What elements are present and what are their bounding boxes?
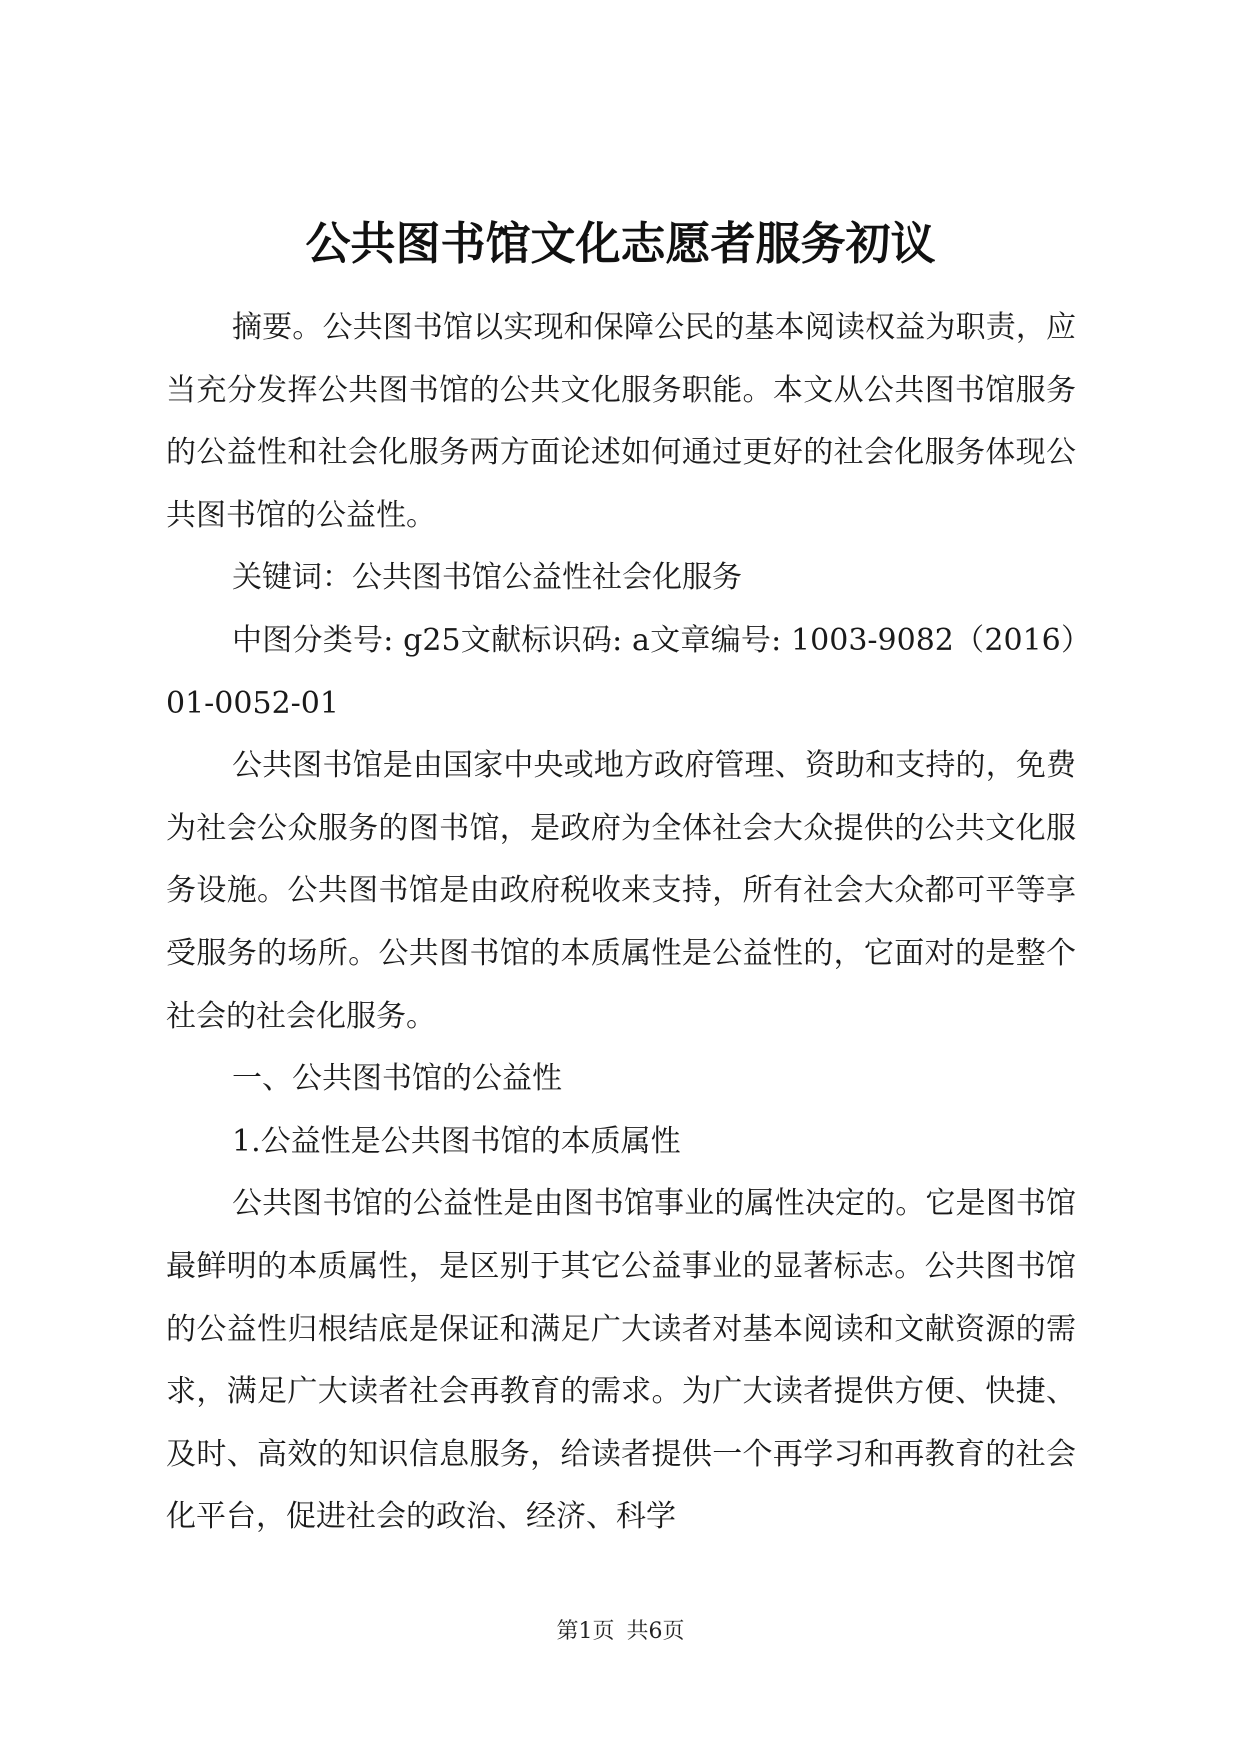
page-total: 共6页 bbox=[626, 1619, 685, 1644]
abstract-paragraph: 摘要。公共图书馆以实现和保障公民的基本阅读权益为职责，应当充分发挥公共图书馆的公共文化服务职能。本文从公共图书馆服务的公益性和社会化服务两方面论述如何通过更好的社会化服务体现公共图书馆的公益性。 bbox=[166, 310, 1076, 533]
intro-paragraph: 公共图书馆是由国家中央或地方政府管理、资助和支持的，免费为社会公众服务的图书馆，是政府为全体社会大众提供的公共文化服务设施。公共图书馆是由政府税收来支持，所有社会大众都可平等享受服务的场所。公共图书馆的本质属性是公益性的，它面对的是整个社会的社会化服务。 bbox=[166, 748, 1076, 1034]
body-paragraph: 公共图书馆的公益性是由图书馆事业的属性决定的。它是图书馆最鲜明的本质属性，是区别于其它公益事业的显著标志。公共图书馆的公益性归根结底是保证和满足广大读者对基本阅读和文献资源的需求，满足广大读者社会再教育的需求。为广大读者提供方便、快捷、及时、高效的知识信息服务，给读者提供一个再学习和再教育的社会化平台，促进社会的政治、经济、科学 bbox=[166, 1186, 1076, 1535]
classification-paragraph: 中图分类号: g25文献标识码: a文章编号: 1003-9082（2016）01-0052-01 bbox=[166, 622, 1076, 721]
keywords-paragraph: 关键词：公共图书馆公益性社会化服务 bbox=[232, 560, 742, 596]
document-title: 公共图书馆文化志愿者服务初议 bbox=[305, 217, 936, 270]
section-heading: 一、公共图书馆的公益性 bbox=[232, 1061, 562, 1097]
subsection-heading: 1.公益性是公共图书馆的本质属性 bbox=[232, 1123, 681, 1159]
page-footer bbox=[0, 1617, 1241, 1647]
page-number: 第1页 bbox=[556, 1619, 615, 1644]
document-body bbox=[166, 297, 1076, 1549]
